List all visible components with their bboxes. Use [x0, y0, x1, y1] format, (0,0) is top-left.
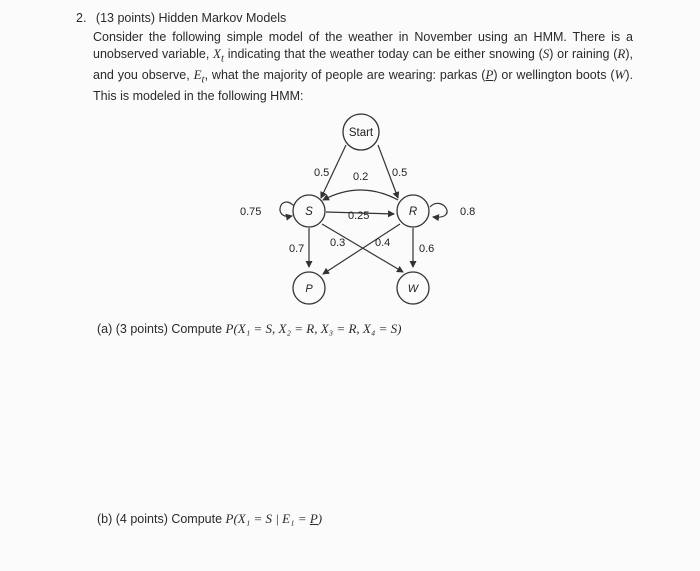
- hmm-diagram: [228, 112, 498, 312]
- observed-variable: $E_t$: [193, 66, 205, 86]
- prob-r-self: 0.8: [460, 206, 476, 218]
- prob-s-to-p: 0.7: [289, 243, 305, 255]
- node-rain-label: R: [408, 206, 418, 218]
- intro-text-7: ). This is modeled in the following HMM:: [93, 67, 633, 103]
- boots-symbol: W: [614, 66, 626, 82]
- edge-r-self-loop: [430, 203, 447, 217]
- parka-symbol: P: [485, 66, 494, 82]
- node-parka-label: P: [305, 283, 313, 295]
- edge-s-self-loop: [280, 202, 294, 216]
- prob-s-self: 0.75: [240, 206, 262, 218]
- part-a-expression: P(X₁ = S, X₂ = R, X₃ = R, X₄ = S): [225, 321, 402, 336]
- intro-text-5: , what the majority of people are wearing: parkas (: [204, 67, 486, 82]
- intro-text-1: Consider the following simple model of the weather in November using an HMM. There is a unobserved variable,: [93, 30, 633, 61]
- prob-start-to-r: 0.5: [392, 167, 408, 179]
- edge-r-to-s: [323, 190, 398, 200]
- intro-text-2: indicating that the weather today can be either snowing (: [224, 46, 543, 61]
- question-header: [76, 10, 286, 27]
- prob-s-to-w: 0.3: [330, 237, 346, 249]
- part-b-parka: P: [309, 511, 318, 526]
- part-b-expression: P(X₁ = S | E₁ =: [225, 511, 310, 526]
- snow-symbol: S: [542, 45, 550, 61]
- prob-r-to-s: 0.2: [353, 171, 369, 183]
- intro-text-6: ) or wellington boots (: [493, 67, 615, 82]
- prob-s-to-r: 0.25: [348, 210, 370, 222]
- prob-r-to-w: 0.6: [419, 243, 435, 255]
- prob-r-to-p: 0.4: [375, 237, 391, 249]
- part-a: [97, 321, 401, 337]
- part-b-close: ): [317, 511, 323, 526]
- question-number: 2.: [76, 11, 87, 25]
- question-title: (13 points) Hidden Markov Models: [95, 11, 287, 25]
- prob-start-to-s: 0.5: [314, 167, 330, 179]
- rain-symbol: R: [617, 45, 626, 61]
- node-boots-label: W: [407, 283, 419, 295]
- hidden-variable: $X_t$: [213, 45, 225, 65]
- question-intro: [93, 29, 633, 104]
- node-start-label: Start: [348, 127, 374, 139]
- part-b: [97, 511, 322, 527]
- intro-text-4: ), and you observe,: [93, 46, 633, 82]
- part-a-label: (a) (3 points) Compute: [97, 322, 226, 336]
- part-b-label: (b) (4 points) Compute: [97, 512, 226, 526]
- node-snow-label: S: [305, 206, 313, 218]
- intro-text-3: ) or raining (: [549, 46, 618, 61]
